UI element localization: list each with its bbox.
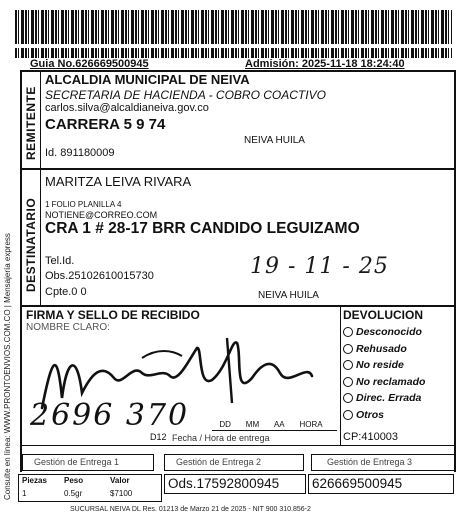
remitente-id: Id. 891180009 — [45, 147, 115, 159]
barcode-gap — [15, 44, 452, 48]
gestion-2: Gestión de Entrega 2 — [176, 457, 262, 467]
devolucion-item[interactable]: Desconocido — [343, 326, 425, 338]
remitente-address: CARRERA 5 9 74 — [45, 116, 166, 133]
remitente-name: ALCALDIA MUNICIPAL DE NEIVA — [45, 72, 250, 87]
remitente-label: REMITENTE — [24, 86, 38, 160]
time-line — [212, 430, 337, 431]
divider-remitente — [20, 168, 456, 170]
piezas-label: Piezas — [22, 476, 47, 485]
time-col-dd: DD — [219, 420, 231, 429]
devolucion-list — [343, 326, 425, 421]
destinatario-folio: 1 FOLIO PLANILLA 4 — [45, 200, 122, 209]
destinatario-obs: Obs.25102610015730 — [45, 270, 154, 282]
valor-label: Valor — [110, 476, 130, 485]
radio-circle-icon — [343, 327, 353, 337]
remitente-city: NEIVA HUILA — [244, 135, 305, 146]
destinatario-tel: Tel.Id. — [45, 255, 75, 267]
radio-circle-icon — [343, 360, 353, 370]
frame-right — [454, 70, 456, 472]
radio-circle-icon — [343, 344, 353, 354]
devolucion-item[interactable]: Direc. Errada — [343, 392, 425, 404]
destinatario-name: MARITZA LEIVA RIVARA — [45, 174, 192, 189]
gestion-3: Gestión de Entrega 3 — [327, 457, 413, 467]
destinatario-label: DESTINATARIO — [24, 197, 38, 292]
radio-circle-icon — [343, 377, 353, 387]
remitente-email: carlos.silva@alcaldianeiva.gov.co — [45, 102, 209, 114]
side-note: Consulte en línea: WWW.PRONTOENVIOS.COM.CO | Mensajería express — [3, 233, 12, 500]
gestion-1: Gestión de Entrega 1 — [34, 457, 120, 467]
guia-value: 626669500945 — [312, 476, 403, 491]
destinatario-cpte: Cpte.0 0 — [45, 286, 87, 298]
destinatario-city: NEIVA HUILA — [258, 290, 319, 301]
devolucion-item[interactable]: No reclamado — [343, 376, 425, 388]
label-column-line — [40, 70, 41, 305]
divider-destinatario — [20, 305, 456, 307]
time-col-mm: MM — [245, 420, 260, 429]
date-label: Fecha / Hora de entrega — [172, 433, 270, 443]
barcode — [15, 10, 452, 58]
d12-label: D12 — [150, 432, 167, 442]
admision-date: Admisión: 2025-11-18 18:24:40 — [245, 58, 405, 70]
time-col-aa: AA — [273, 420, 285, 429]
devolucion-item[interactable]: No reside — [343, 359, 425, 371]
destinatario-email: NOTIENE@CORREO.COM — [45, 210, 158, 220]
piezas-value: 1 — [22, 489, 27, 498]
devolucion-divider — [340, 305, 341, 445]
destinatario-address: CRA 1 # 28-17 BRR CANDIDO LEGUIZAMO — [45, 220, 360, 237]
handwritten-date: 19 - 11 - 25 — [250, 254, 389, 279]
gestion-top-line — [20, 445, 456, 446]
peso-value: 0.5gr — [64, 489, 83, 498]
time-col-hora: HORA — [299, 420, 323, 429]
valor-value: $7100 — [110, 489, 133, 498]
footer-note: SUCURSAL NEIVA DL Res. 01213 de Marzo 21 de 2025 - NIT 900 310.856-2 — [70, 506, 311, 513]
devolucion-cp: CP:410003 — [343, 431, 399, 443]
radio-circle-icon — [343, 410, 353, 420]
handwritten-number: 2696 370 — [30, 398, 190, 433]
remitente-department: SECRETARIA DE HACIENDA - COBRO COACTIVO — [45, 88, 326, 102]
ods-value: Ods.17592800945 — [168, 476, 280, 491]
time-columns — [212, 420, 330, 429]
firma-title: FIRMA Y SELLO DE RECIBIDO — [26, 308, 200, 322]
firma-name-label: NOMBRE CLARO: — [26, 322, 110, 333]
devolucion-title: DEVOLUCION — [343, 308, 424, 322]
devolucion-item[interactable]: Otros — [343, 409, 425, 421]
guia-number: Guia No.626669500945 — [30, 58, 149, 70]
devolucion-item[interactable]: Rehusado — [343, 343, 425, 355]
peso-label: Peso — [64, 476, 84, 485]
radio-circle-icon — [343, 393, 353, 403]
